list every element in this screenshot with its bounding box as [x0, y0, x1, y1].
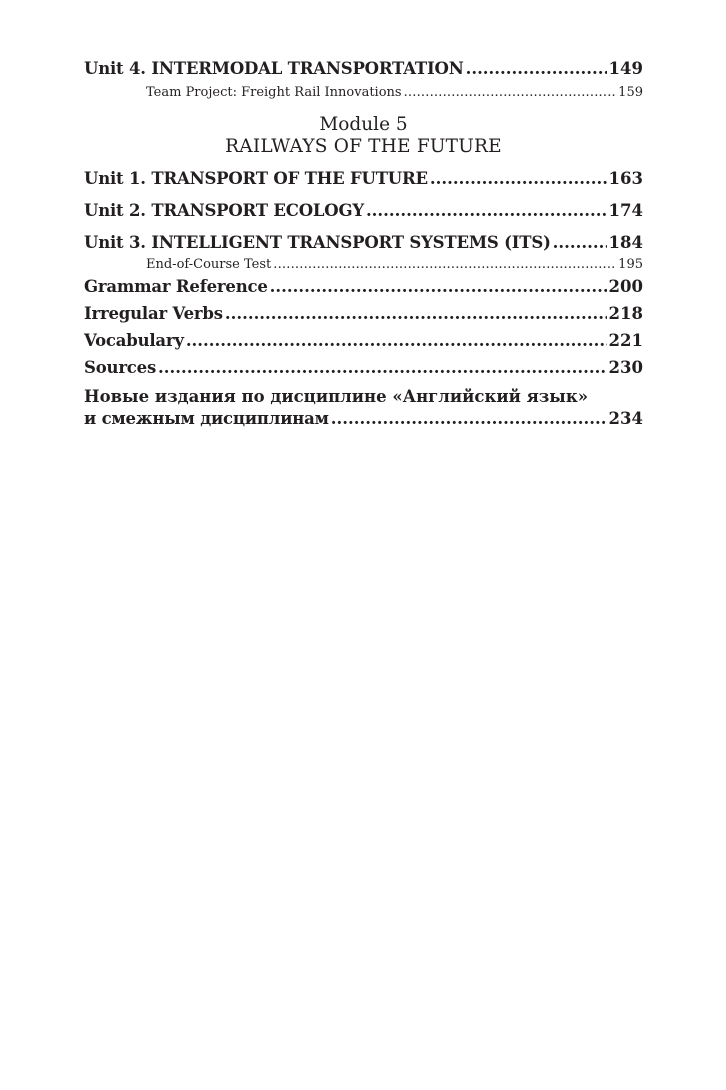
toc-entry-title: Unit 4. INTERMODAL TRANSPORTATION: [84, 59, 464, 78]
module-number: Module 5: [319, 114, 408, 135]
toc-entry-new-editions[interactable]: [84, 386, 643, 430]
dot-leader: [270, 276, 607, 298]
toc-entry-unit1-future[interactable]: [84, 168, 643, 190]
toc-entry-title: Unit 3. INTELLIGENT TRANSPORT SYSTEMS (ITS): [84, 233, 551, 252]
dot-leader: [366, 200, 607, 222]
toc-entry-end-of-course-test[interactable]: [84, 256, 643, 273]
toc-page-number: 149: [608, 59, 643, 78]
dot-leader: [331, 408, 607, 430]
dot-leader: [430, 168, 607, 190]
toc-entry-title: Team Project: Freight Rail Innovations: [146, 85, 402, 100]
toc-entry-unit2-ecology[interactable]: [84, 200, 643, 222]
toc-entry-title: Irregular Verbs: [84, 304, 223, 323]
toc-page-number: 163: [608, 169, 643, 188]
toc-entry-team-project[interactable]: [84, 84, 643, 101]
toc-entry-title-line2: и смежным дисциплинам: [84, 409, 329, 428]
toc-page-number: 218: [608, 304, 643, 323]
module-5-heading: [84, 114, 643, 158]
toc-page-number: 184: [608, 233, 643, 252]
table-of-contents: [84, 58, 643, 430]
toc-entry-title: End-of-Course Test: [146, 257, 272, 272]
toc-page-number: 200: [608, 277, 643, 296]
toc-entry-unit3-its[interactable]: [84, 232, 643, 254]
dot-leader: [186, 330, 607, 352]
toc-entry-unit4-intermodal[interactable]: [84, 58, 643, 80]
toc-page-number: 230: [608, 358, 643, 377]
toc-entry-title-line2-row: [84, 408, 643, 430]
toc-page-number: 234: [608, 409, 643, 428]
toc-page-number: 221: [608, 331, 643, 350]
toc-page-number: 159: [618, 85, 643, 100]
toc-page-number: 174: [608, 201, 643, 220]
dot-leader: [404, 84, 617, 101]
dot-leader: [225, 303, 607, 325]
dot-leader: [273, 256, 616, 273]
dot-leader: [158, 357, 607, 379]
dot-leader: [466, 58, 607, 80]
toc-entry-title-line1: Новые издания по дисциплине «Английский язык»: [84, 387, 589, 406]
toc-entry-sources[interactable]: [84, 357, 643, 379]
module-name: RAILWAYS OF THE FUTURE: [225, 136, 502, 157]
toc-page-number: 195: [618, 257, 643, 272]
toc-entry-irregular-verbs[interactable]: [84, 303, 643, 325]
toc-entry-title: Grammar Reference: [84, 277, 268, 296]
toc-entry-vocabulary[interactable]: [84, 330, 643, 352]
toc-entry-title: Unit 2. TRANSPORT ECOLOGY: [84, 201, 364, 220]
toc-entry-title: Vocabulary: [84, 331, 184, 350]
toc-entry-grammar-reference[interactable]: [84, 276, 643, 298]
dot-leader: [553, 232, 607, 254]
toc-entry-title: Unit 1. TRANSPORT OF THE FUTURE: [84, 169, 428, 188]
toc-entry-title: Sources: [84, 358, 157, 377]
